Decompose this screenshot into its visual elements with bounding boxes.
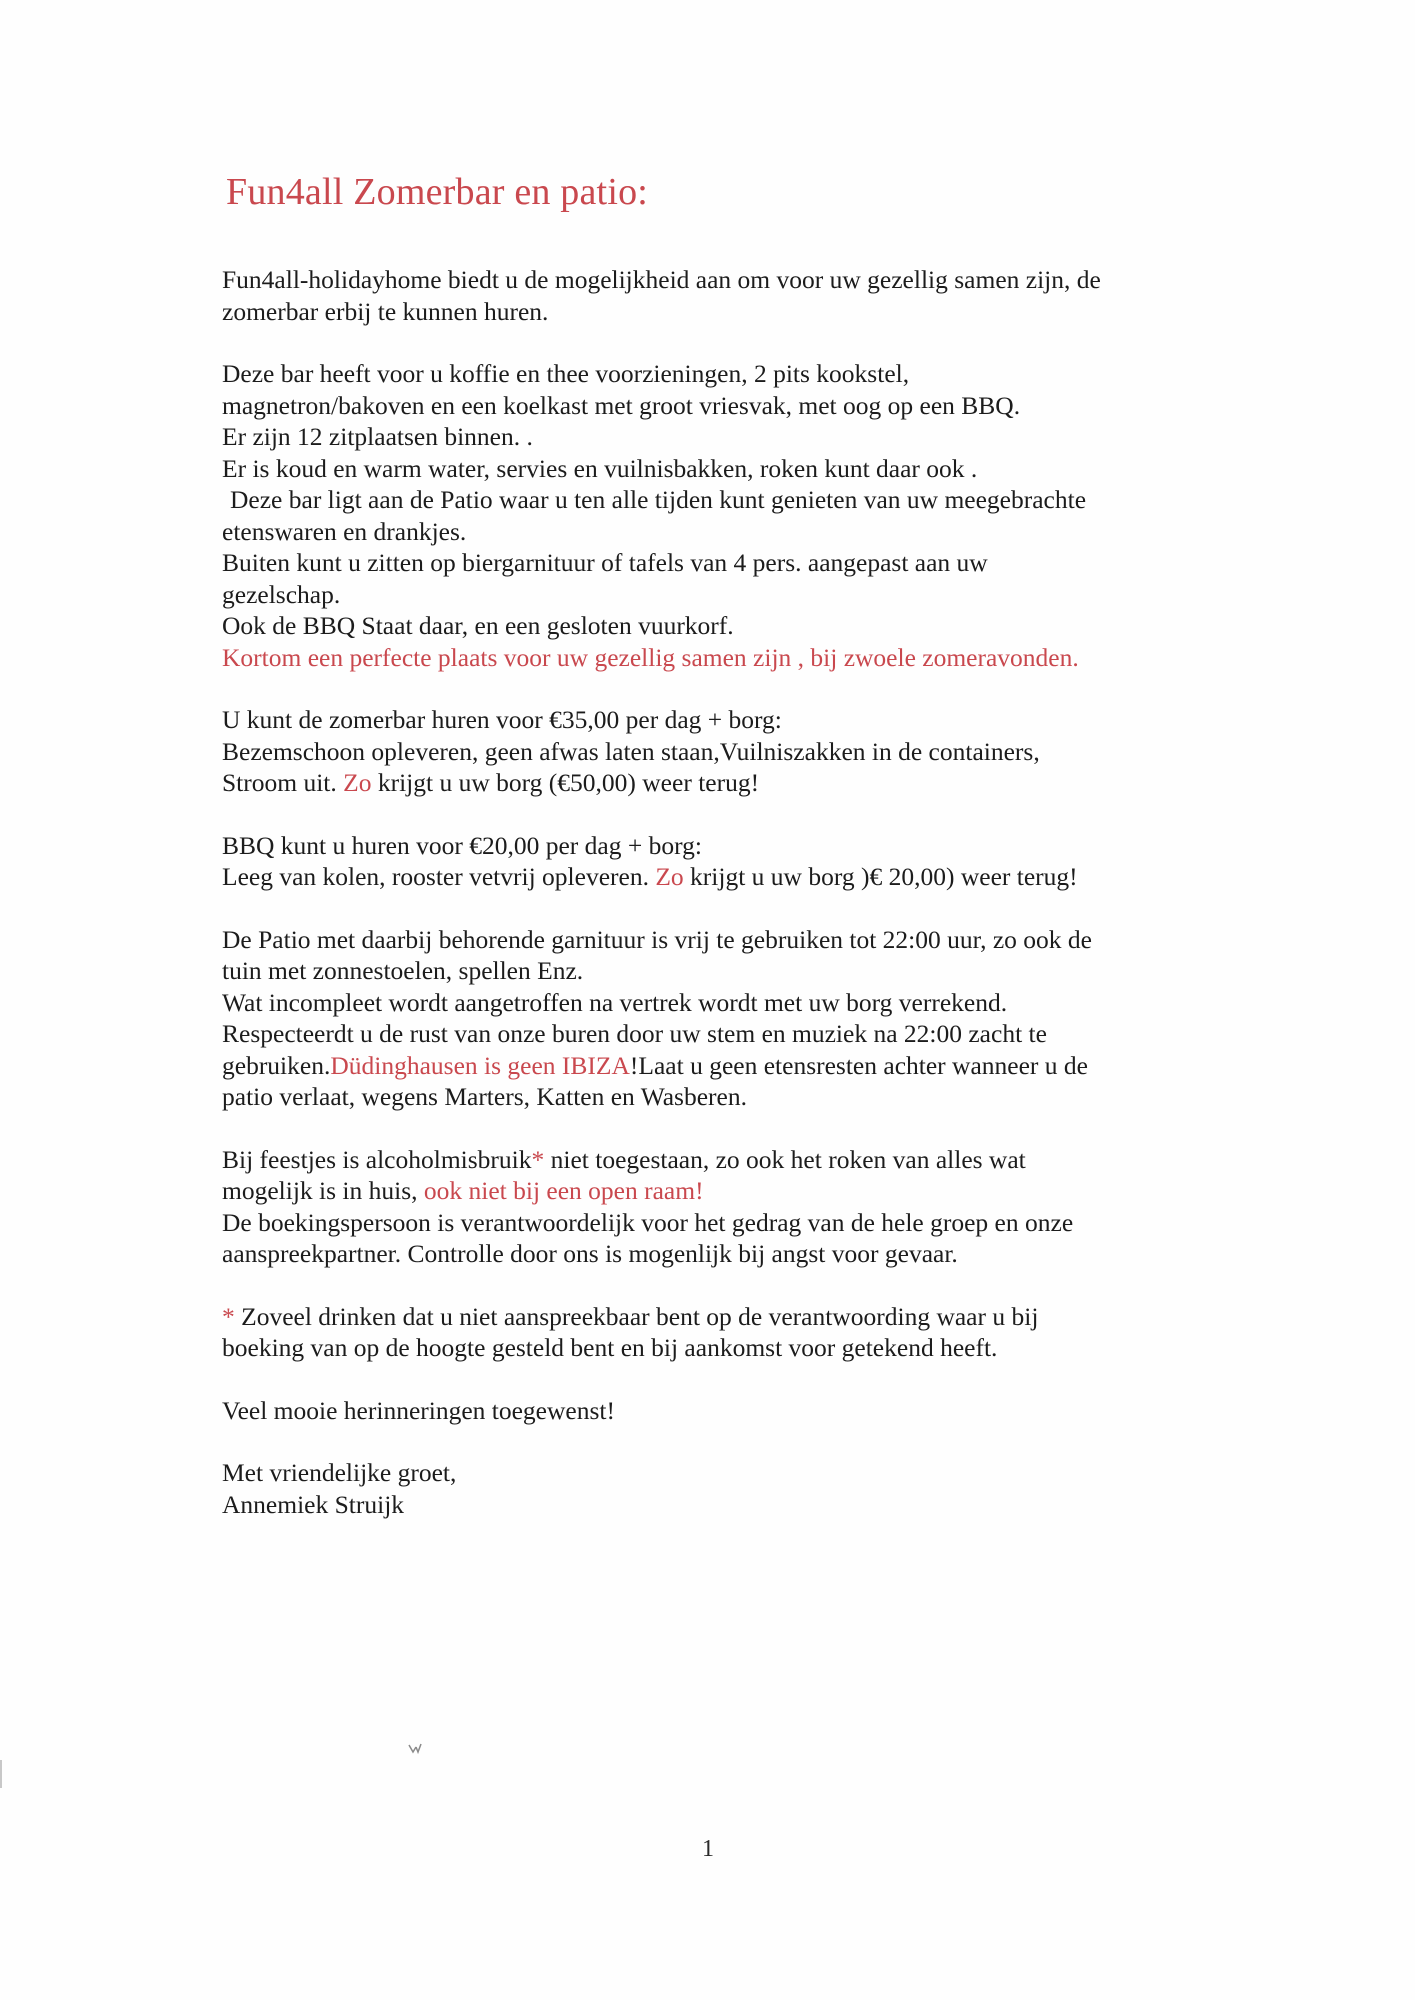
bbq-rental-deposit xyxy=(222,861,1222,893)
closing-wish: Veel mooie herinneringen toegewenst! xyxy=(222,1395,615,1425)
scan-artifact-icon xyxy=(408,1743,422,1755)
party-rules-line-1-start: Bij feestjes is alcoholmisbruik xyxy=(222,1144,532,1174)
footnote-paragraph xyxy=(222,1301,1222,1364)
paragraph-gap xyxy=(222,893,1222,924)
party-rules-line-4: aanspreekpartner. Controlle door ons is mogenlijk bij angst voor gevaar. xyxy=(222,1239,958,1268)
page-number: 1 xyxy=(702,1836,714,1862)
document-title: Fun4all Zomerbar en patio: xyxy=(226,171,649,213)
patio-rules-line-1: De Patio met daarbij behorende garnituur is vrij te gebruiken tot 22:00 uur, zo ook de xyxy=(222,924,1093,954)
bar-rental-deposit-end: krijgt u uw borg (€50,00) weer terug! xyxy=(371,768,760,797)
patio-rules-line-5 xyxy=(222,1050,1222,1082)
paragraph-gap xyxy=(222,1113,1222,1144)
facilities-line-9: Ook de BBQ Staat daar, en een gesloten vuurkorf. xyxy=(222,611,734,640)
party-rules-line-1-end: niet toegestaan, zo ook het roken van alles wat xyxy=(544,1144,1026,1174)
party-rules-line-2 xyxy=(222,1175,1222,1207)
bar-rental-deposit-start: Stroom uit. xyxy=(222,768,344,797)
facilities-line-3: Er zijn 12 zitplaatsen binnen. . xyxy=(222,422,533,451)
patio-rules-line-5-start: gebruiken. xyxy=(222,1050,331,1080)
patio-rules-paragraph xyxy=(222,924,1222,1113)
facilities-line-6: etenswaren en drankjes. xyxy=(222,516,467,546)
facilities-line-8: gezelschap. xyxy=(222,579,341,609)
facilities-line-5: Deze bar ligt aan de Patio waar u ten alle tijden kunt genieten van uw meegebrachte xyxy=(230,485,1087,514)
paragraph-gap xyxy=(222,673,1222,704)
facilities-line-4: Er is koud en warm water, servies en vuilnisbakken, roken kunt daar ook . xyxy=(222,453,978,483)
document-body xyxy=(222,264,1222,1520)
party-rules-line-3: De boekingspersoon is verantwoordelijk voor het gedrag van de hele groep en onze xyxy=(222,1207,1074,1237)
closing-greeting: Met vriendelijke groet, xyxy=(222,1458,457,1487)
bbq-rental-paragraph xyxy=(222,830,1222,893)
bbq-rental-deposit-end: krijgt u uw borg )€ 20,00) weer terug! xyxy=(683,862,1078,891)
paragraph-gap xyxy=(222,799,1222,830)
signature-name: Annemiek Struijk xyxy=(222,1489,405,1519)
bar-rental-paragraph xyxy=(222,704,1222,799)
bbq-rental-deposit-highlight: Zo xyxy=(655,862,684,891)
scan-edge-mark xyxy=(0,1760,2,1788)
footnote-line-2: boeking van op de hoogte gesteld bent en bij aankomst voor getekend heeft. xyxy=(222,1333,998,1362)
bar-rental-deposit xyxy=(222,767,1222,799)
footnote-line-1-text: Zoveel drinken dat u niet aanspreekbaar bent op de verantwoording waar u bij xyxy=(234,1301,1039,1331)
paragraph-gap xyxy=(222,1426,1222,1457)
bbq-rental-price: BBQ kunt u huren voor €20,00 per dag + borg: xyxy=(222,830,702,860)
paragraph-gap xyxy=(222,327,1222,358)
facilities-highlight: Kortom een perfecte plaats voor uw gezellig samen zijn , bij zwoele zomeravonden. xyxy=(222,642,1079,672)
facilities-line-7: Buiten kunt u zitten op biergarnituur of tafels van 4 pers. aangepast aan uw xyxy=(222,548,988,577)
footnote-line-1 xyxy=(222,1301,1222,1333)
facilities-line-1: Deze bar heeft voor u koffie en thee voorzieningen, 2 pits kookstel, xyxy=(222,359,910,388)
party-rules-paragraph xyxy=(222,1144,1222,1270)
intro-paragraph xyxy=(222,264,1222,327)
bbq-rental-deposit-start: Leeg van kolen, rooster vetvrij opleveren. xyxy=(222,862,656,891)
intro-line-2: zomerbar erbij te kunnen huren. xyxy=(222,296,549,326)
patio-rules-line-5-highlight: Düdinghausen is geen IBIZA xyxy=(330,1050,630,1080)
patio-rules-line-4: Respecteerdt u de rust van onze buren door uw stem en muziek na 22:00 zacht te xyxy=(222,1019,1047,1048)
party-rules-line-1 xyxy=(222,1144,1222,1176)
scan-artifact-mark xyxy=(408,1742,422,1760)
facilities-paragraph xyxy=(222,358,1222,673)
bar-rental-deposit-highlight: Zo xyxy=(343,768,372,797)
patio-rules-line-3: Wat incompleet wordt aangetroffen na vertrek wordt met uw borg verrekend. xyxy=(222,987,1008,1017)
bar-rental-price: U kunt de zomerbar huren voor €35,00 per dag + borg: xyxy=(222,705,782,734)
intro-line-1: Fun4all-holidayhome biedt u de mogelijkheid aan om voor uw gezellig samen zijn, de xyxy=(222,265,1101,294)
patio-rules-line-6: patio verlaat, wegens Marters, Katten en Wasberen. xyxy=(222,1082,747,1111)
asterisk-mark: * xyxy=(531,1144,545,1174)
party-rules-line-2-highlight: ook niet bij een open raam! xyxy=(423,1176,704,1205)
paragraph-gap xyxy=(222,1364,1222,1395)
patio-rules-line-5-end: !Laat u geen etensresten achter wanneer u de xyxy=(629,1050,1088,1080)
patio-rules-line-2: tuin met zonnestoelen, spellen Enz. xyxy=(222,956,584,985)
party-rules-line-2-start: mogelijk is in huis, xyxy=(222,1176,424,1205)
bar-rental-conditions: Bezemschoon opleveren, geen afwas laten staan,Vuilniszakken in de containers, xyxy=(222,736,1040,766)
paragraph-gap xyxy=(222,1270,1222,1301)
footnote-asterisk: * xyxy=(222,1301,235,1331)
facilities-line-2: magnetron/bakoven en een koelkast met groot vriesvak, met oog op een BBQ. xyxy=(222,390,1021,420)
